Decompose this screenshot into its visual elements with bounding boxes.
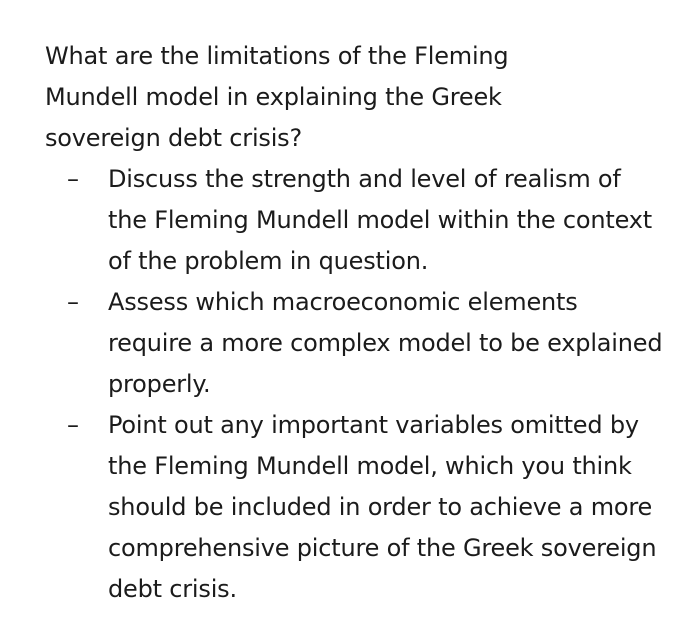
bullet-text: Discuss the strength and level of realism of the Fleming Mundell model within the context of the problem in question. — [108, 165, 652, 275]
list-item — [45, 282, 665, 405]
document-body — [45, 36, 665, 610]
list-item — [45, 159, 665, 282]
bullet-text: Assess which macroeconomic elements require a more complex model to be explained properly. — [108, 288, 663, 398]
list-item — [45, 405, 665, 610]
dash-bullet-icon: – — [67, 288, 79, 316]
bullet-list — [45, 159, 665, 610]
question-text: What are the limitations of the Fleming Mundell model in explaining the Greek sovereign debt crisis? — [45, 42, 509, 152]
dash-bullet-icon: – — [67, 165, 79, 193]
dash-bullet-icon: – — [67, 411, 79, 439]
bullet-text: Point out any important variables omitted by the Fleming Mundell model, which you think should be included in order to achieve a more comprehensive picture of the Greek sovereign debt crisis. — [108, 411, 657, 603]
